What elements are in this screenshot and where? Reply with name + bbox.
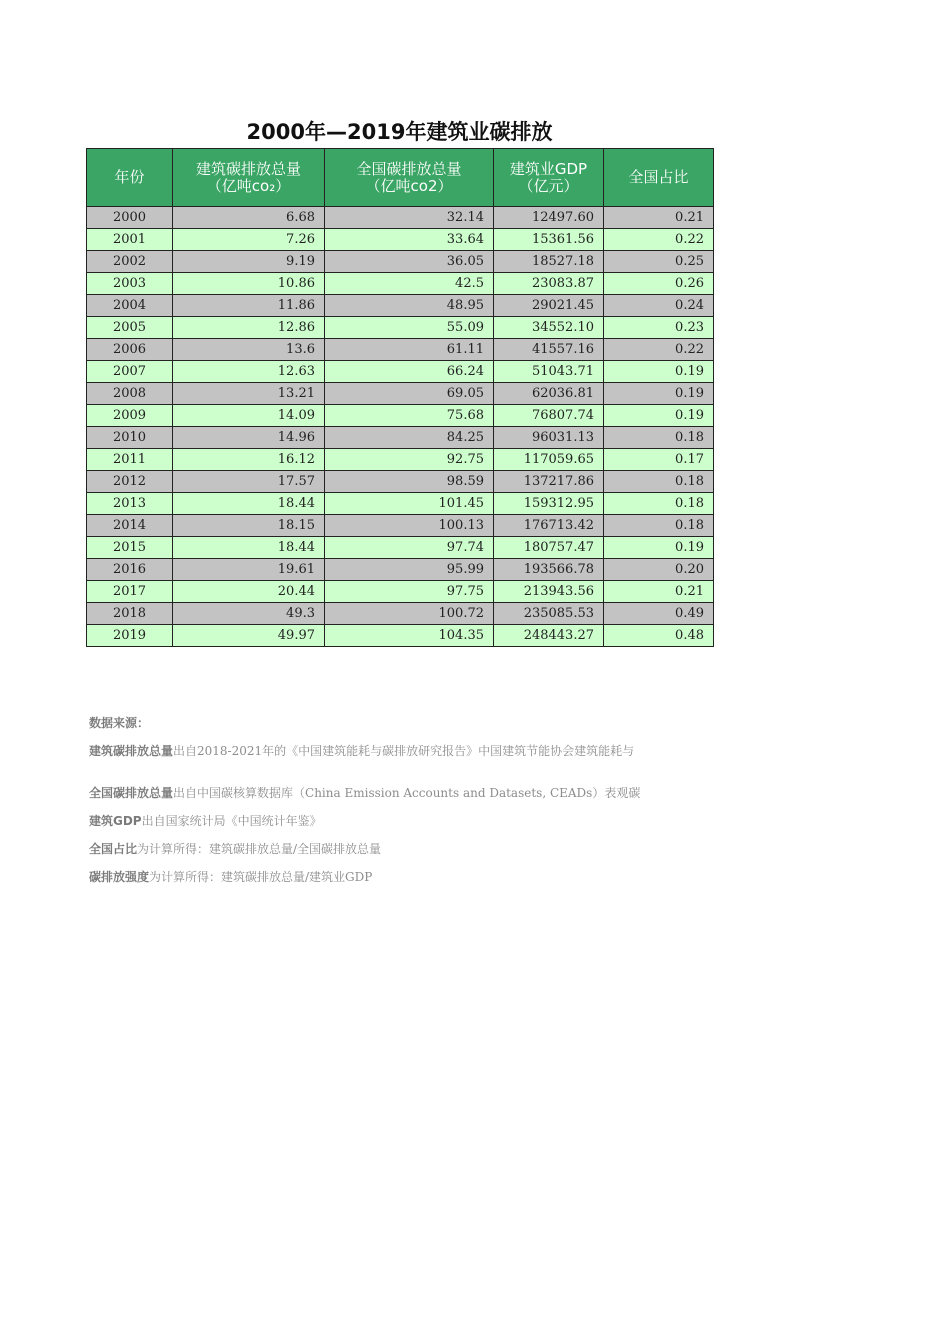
cell-national-share: 0.18 — [604, 515, 714, 537]
notes-heading-text: 数据来源： — [89, 716, 150, 730]
cell-building-emission: 18.44 — [173, 537, 325, 559]
table-row — [87, 471, 714, 493]
cell-building-emission: 9.19 — [173, 251, 325, 273]
cell-construction-gdp: 213943.56 — [494, 581, 604, 603]
cell-national-emission: 104.35 — [325, 625, 494, 647]
table-row — [87, 427, 714, 449]
header-building-emission-unit: （亿吨co₂） — [206, 176, 291, 195]
table-body — [87, 207, 714, 647]
header-construction-gdp — [494, 149, 604, 207]
cell-national-emission: 84.25 — [325, 427, 494, 449]
header-national-share-label: 全国占比 — [628, 168, 689, 186]
cell-national-share: 0.19 — [604, 405, 714, 427]
cell-national-share: 0.18 — [604, 493, 714, 515]
cell-year: 2005 — [87, 317, 173, 339]
header-national-emission — [325, 149, 494, 207]
table-row — [87, 581, 714, 603]
cell-building-emission: 12.86 — [173, 317, 325, 339]
note-item-text: 为计算所得：建筑碳排放总量/建筑业GDP — [149, 870, 373, 884]
cell-construction-gdp: 193566.78 — [494, 559, 604, 581]
cell-national-share: 0.20 — [604, 559, 714, 581]
cell-national-share: 0.17 — [604, 449, 714, 471]
cell-building-emission: 18.15 — [173, 515, 325, 537]
cell-building-emission: 12.63 — [173, 361, 325, 383]
cell-building-emission: 13.21 — [173, 383, 325, 405]
cell-national-share: 0.23 — [604, 317, 714, 339]
note-item-text: 出自2018-2021年的《中国建筑能耗与碳排放研究报告》中国建筑节能协会建筑能耗与 — [173, 744, 635, 758]
cell-building-emission: 10.86 — [173, 273, 325, 295]
cell-construction-gdp: 23083.87 — [494, 273, 604, 295]
table-row — [87, 339, 714, 361]
cell-year: 2004 — [87, 295, 173, 317]
cell-national-share: 0.18 — [604, 427, 714, 449]
cell-building-emission: 14.96 — [173, 427, 325, 449]
cell-year: 2007 — [87, 361, 173, 383]
cell-construction-gdp: 18527.18 — [494, 251, 604, 273]
cell-national-share: 0.22 — [604, 229, 714, 251]
cell-year: 2008 — [87, 383, 173, 405]
note-item-term: 全国碳排放总量 — [89, 786, 174, 800]
cell-construction-gdp: 117059.65 — [494, 449, 604, 471]
table-row — [87, 383, 714, 405]
cell-national-emission: 92.75 — [325, 449, 494, 471]
cell-national-emission: 61.11 — [325, 339, 494, 361]
table-row — [87, 537, 714, 559]
table-row — [87, 361, 714, 383]
cell-national-share: 0.19 — [604, 383, 714, 405]
table-row — [87, 251, 714, 273]
note-item — [89, 814, 719, 828]
cell-national-emission: 32.14 — [325, 207, 494, 229]
note-item — [89, 744, 716, 772]
cell-national-share: 0.22 — [604, 339, 714, 361]
cell-national-emission: 55.09 — [325, 317, 494, 339]
cell-national-share: 0.48 — [604, 625, 714, 647]
cell-construction-gdp: 34552.10 — [494, 317, 604, 339]
table-row — [87, 603, 714, 625]
cell-national-emission: 98.59 — [325, 471, 494, 493]
cell-building-emission: 20.44 — [173, 581, 325, 603]
cell-national-emission: 42.5 — [325, 273, 494, 295]
cell-national-share: 0.49 — [604, 603, 714, 625]
cell-building-emission: 11.86 — [173, 295, 325, 317]
table-row — [87, 559, 714, 581]
cell-national-share: 0.21 — [604, 581, 714, 603]
cell-national-emission: 66.24 — [325, 361, 494, 383]
cell-national-emission: 97.75 — [325, 581, 494, 603]
note-item-term: 建筑碳排放总量 — [89, 744, 174, 758]
cell-year: 2001 — [87, 229, 173, 251]
cell-year: 2019 — [87, 625, 173, 647]
note-item — [89, 870, 719, 884]
cell-year: 2000 — [87, 207, 173, 229]
cell-building-emission: 13.6 — [173, 339, 325, 361]
note-item-term: 建筑GDP — [89, 814, 142, 828]
header-building-emission-label: 建筑碳排放总量 — [195, 159, 301, 178]
note-item-term: 碳排放强度 — [89, 870, 150, 884]
page-title: 2000年—2019年建筑业碳排放 — [246, 120, 553, 144]
cell-building-emission: 7.26 — [173, 229, 325, 251]
cell-national-emission: 97.74 — [325, 537, 494, 559]
cell-construction-gdp: 159312.95 — [494, 493, 604, 515]
cell-national-emission: 101.45 — [325, 493, 494, 515]
table-row — [87, 273, 714, 295]
cell-building-emission: 19.61 — [173, 559, 325, 581]
table-row — [87, 449, 714, 471]
cell-national-emission: 69.05 — [325, 383, 494, 405]
header-construction-gdp-unit: （亿元） — [518, 176, 579, 195]
table-row — [87, 229, 714, 251]
cell-year: 2014 — [87, 515, 173, 537]
notes-heading — [89, 716, 719, 730]
cell-construction-gdp: 76807.74 — [494, 405, 604, 427]
cell-construction-gdp: 51043.71 — [494, 361, 604, 383]
table-row — [87, 493, 714, 515]
cell-construction-gdp: 180757.47 — [494, 537, 604, 559]
note-item-text: 出自国家统计局《中国统计年鉴》 — [141, 814, 322, 828]
table-row — [87, 515, 714, 537]
cell-national-emission: 95.99 — [325, 559, 494, 581]
cell-year: 2006 — [87, 339, 173, 361]
cell-construction-gdp: 12497.60 — [494, 207, 604, 229]
cell-national-share: 0.21 — [604, 207, 714, 229]
cell-construction-gdp: 29021.45 — [494, 295, 604, 317]
cell-year: 2009 — [87, 405, 173, 427]
table-row — [87, 295, 714, 317]
cell-national-share: 0.24 — [604, 295, 714, 317]
note-item-term: 全国占比 — [89, 842, 138, 856]
cell-year: 2003 — [87, 273, 173, 295]
cell-construction-gdp: 96031.13 — [494, 427, 604, 449]
cell-building-emission: 49.97 — [173, 625, 325, 647]
cell-building-emission: 18.44 — [173, 493, 325, 515]
cell-building-emission: 49.3 — [173, 603, 325, 625]
cell-building-emission: 6.68 — [173, 207, 325, 229]
cell-national-emission: 33.64 — [325, 229, 494, 251]
cell-year: 2002 — [87, 251, 173, 273]
cell-year: 2018 — [87, 603, 173, 625]
note-item — [89, 786, 719, 800]
cell-construction-gdp: 137217.86 — [494, 471, 604, 493]
cell-construction-gdp: 41557.16 — [494, 339, 604, 361]
cell-construction-gdp: 248443.27 — [494, 625, 604, 647]
cell-construction-gdp: 15361.56 — [494, 229, 604, 251]
note-item-text: 为计算所得：建筑碳排放总量/全国碳排放总量 — [137, 842, 382, 856]
cell-year: 2017 — [87, 581, 173, 603]
header-year — [87, 149, 173, 207]
cell-national-share: 0.18 — [604, 471, 714, 493]
note-item-text: 出自中国碳核算数据库（China Emission Accounts and Datasets, CEADs）表观碳 — [173, 786, 641, 800]
cell-national-share: 0.25 — [604, 251, 714, 273]
cell-year: 2015 — [87, 537, 173, 559]
cell-building-emission: 16.12 — [173, 449, 325, 471]
header-national-emission-label: 全国碳排放总量 — [356, 159, 462, 178]
carbon-emission-table — [86, 148, 714, 647]
cell-year: 2016 — [87, 559, 173, 581]
cell-construction-gdp: 62036.81 — [494, 383, 604, 405]
cell-building-emission: 14.09 — [173, 405, 325, 427]
cell-building-emission: 17.57 — [173, 471, 325, 493]
cell-national-emission: 75.68 — [325, 405, 494, 427]
cell-national-emission: 36.05 — [325, 251, 494, 273]
cell-year: 2013 — [87, 493, 173, 515]
data-source-notes — [89, 716, 719, 898]
header-year-label: 年份 — [114, 168, 145, 186]
header-building-emission — [173, 149, 325, 207]
cell-year: 2010 — [87, 427, 173, 449]
table-header-row — [87, 149, 714, 207]
table-row — [87, 405, 714, 427]
cell-national-share: 0.19 — [604, 361, 714, 383]
table-row — [87, 207, 714, 229]
cell-national-share: 0.19 — [604, 537, 714, 559]
cell-construction-gdp: 235085.53 — [494, 603, 604, 625]
cell-national-emission: 100.13 — [325, 515, 494, 537]
header-national-emission-unit: （亿吨co2） — [365, 176, 453, 195]
table-row — [87, 625, 714, 647]
cell-national-emission: 100.72 — [325, 603, 494, 625]
cell-national-share: 0.26 — [604, 273, 714, 295]
header-national-share — [604, 149, 714, 207]
cell-year: 2011 — [87, 449, 173, 471]
note-item — [89, 842, 719, 856]
header-construction-gdp-label: 建筑业GDP — [509, 159, 588, 178]
cell-year: 2012 — [87, 471, 173, 493]
table-row — [87, 317, 714, 339]
cell-construction-gdp: 176713.42 — [494, 515, 604, 537]
cell-national-emission: 48.95 — [325, 295, 494, 317]
